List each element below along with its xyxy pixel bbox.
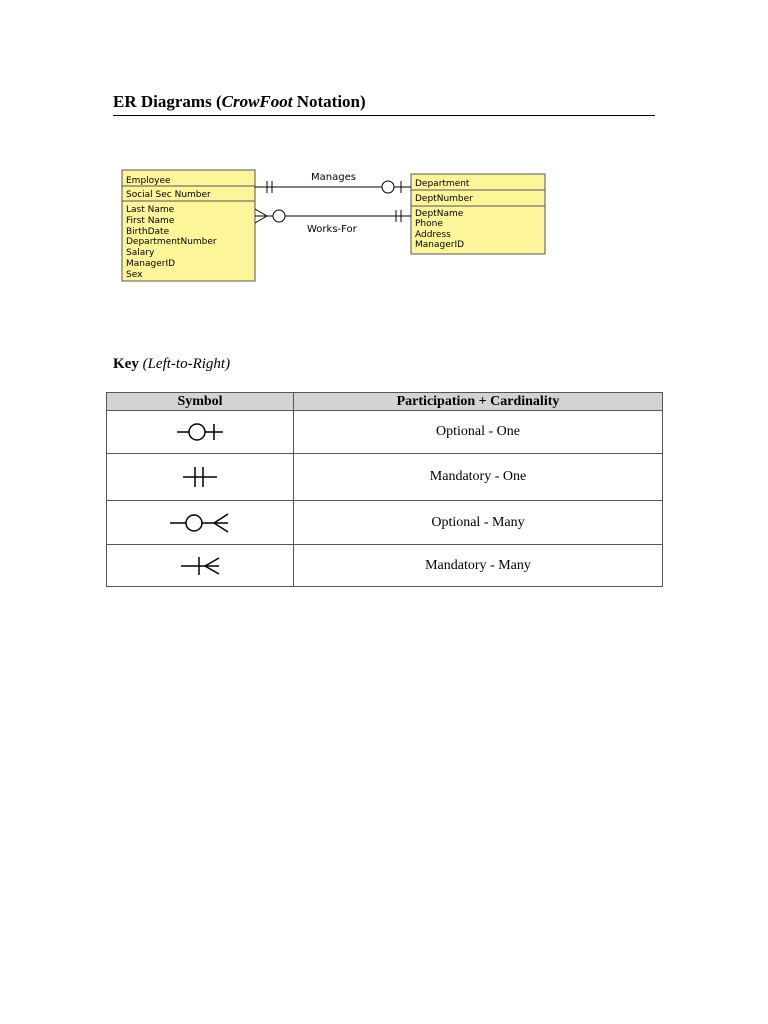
table-row xyxy=(107,454,663,501)
er-diagram xyxy=(115,160,555,290)
symbol-header: Symbol xyxy=(107,393,294,411)
cardinality-label: Mandatory - Many xyxy=(294,545,663,587)
department-attr: DeptName xyxy=(415,209,464,219)
title-suffix: Notation) xyxy=(292,92,366,111)
employee-key: Social Sec Number xyxy=(126,190,211,200)
mandatory-many-icon xyxy=(175,554,225,578)
employee-attr: DepartmentNumber xyxy=(126,237,217,247)
legend-table xyxy=(106,392,663,587)
department-name: Department xyxy=(415,179,470,189)
works-for-relationship xyxy=(255,209,411,223)
works-for-label: Works-For xyxy=(307,224,357,235)
department-attr: Phone xyxy=(415,219,443,229)
department-attr: ManagerID xyxy=(415,240,465,250)
employee-attr: First Name xyxy=(126,216,175,226)
legend-header-row xyxy=(107,393,663,411)
employee-entity xyxy=(122,170,255,281)
optional-one-icon xyxy=(175,420,225,444)
manages-label: Manages xyxy=(311,172,356,183)
employee-attr: Sex xyxy=(126,270,143,280)
key-label: Key xyxy=(113,356,139,372)
employee-attr: Last Name xyxy=(126,205,175,215)
table-row xyxy=(107,411,663,454)
title-italic: CrowFoot xyxy=(221,92,293,111)
employee-attr: BirthDate xyxy=(126,227,170,237)
employee-attr: ManagerID xyxy=(126,259,176,269)
key-caption xyxy=(113,356,230,373)
department-entity xyxy=(411,174,545,254)
employee-attr: Salary xyxy=(126,248,155,258)
cardinality-label: Optional - One xyxy=(294,411,663,454)
cardinality-header: Participation + Cardinality xyxy=(294,393,663,411)
optional-many-icon xyxy=(168,511,232,535)
table-row xyxy=(107,501,663,545)
department-key: DeptNumber xyxy=(415,194,473,204)
table-row xyxy=(107,545,663,587)
title-prefix: ER Diagrams ( xyxy=(113,92,222,111)
employee-name: Employee xyxy=(126,176,171,186)
cardinality-label: Mandatory - One xyxy=(294,454,663,501)
mandatory-one-icon xyxy=(175,464,225,490)
cardinality-label: Optional - Many xyxy=(294,501,663,545)
department-attr: Address xyxy=(415,230,451,240)
key-direction: (Left-to-Right) xyxy=(142,356,231,372)
page-title xyxy=(113,92,655,116)
